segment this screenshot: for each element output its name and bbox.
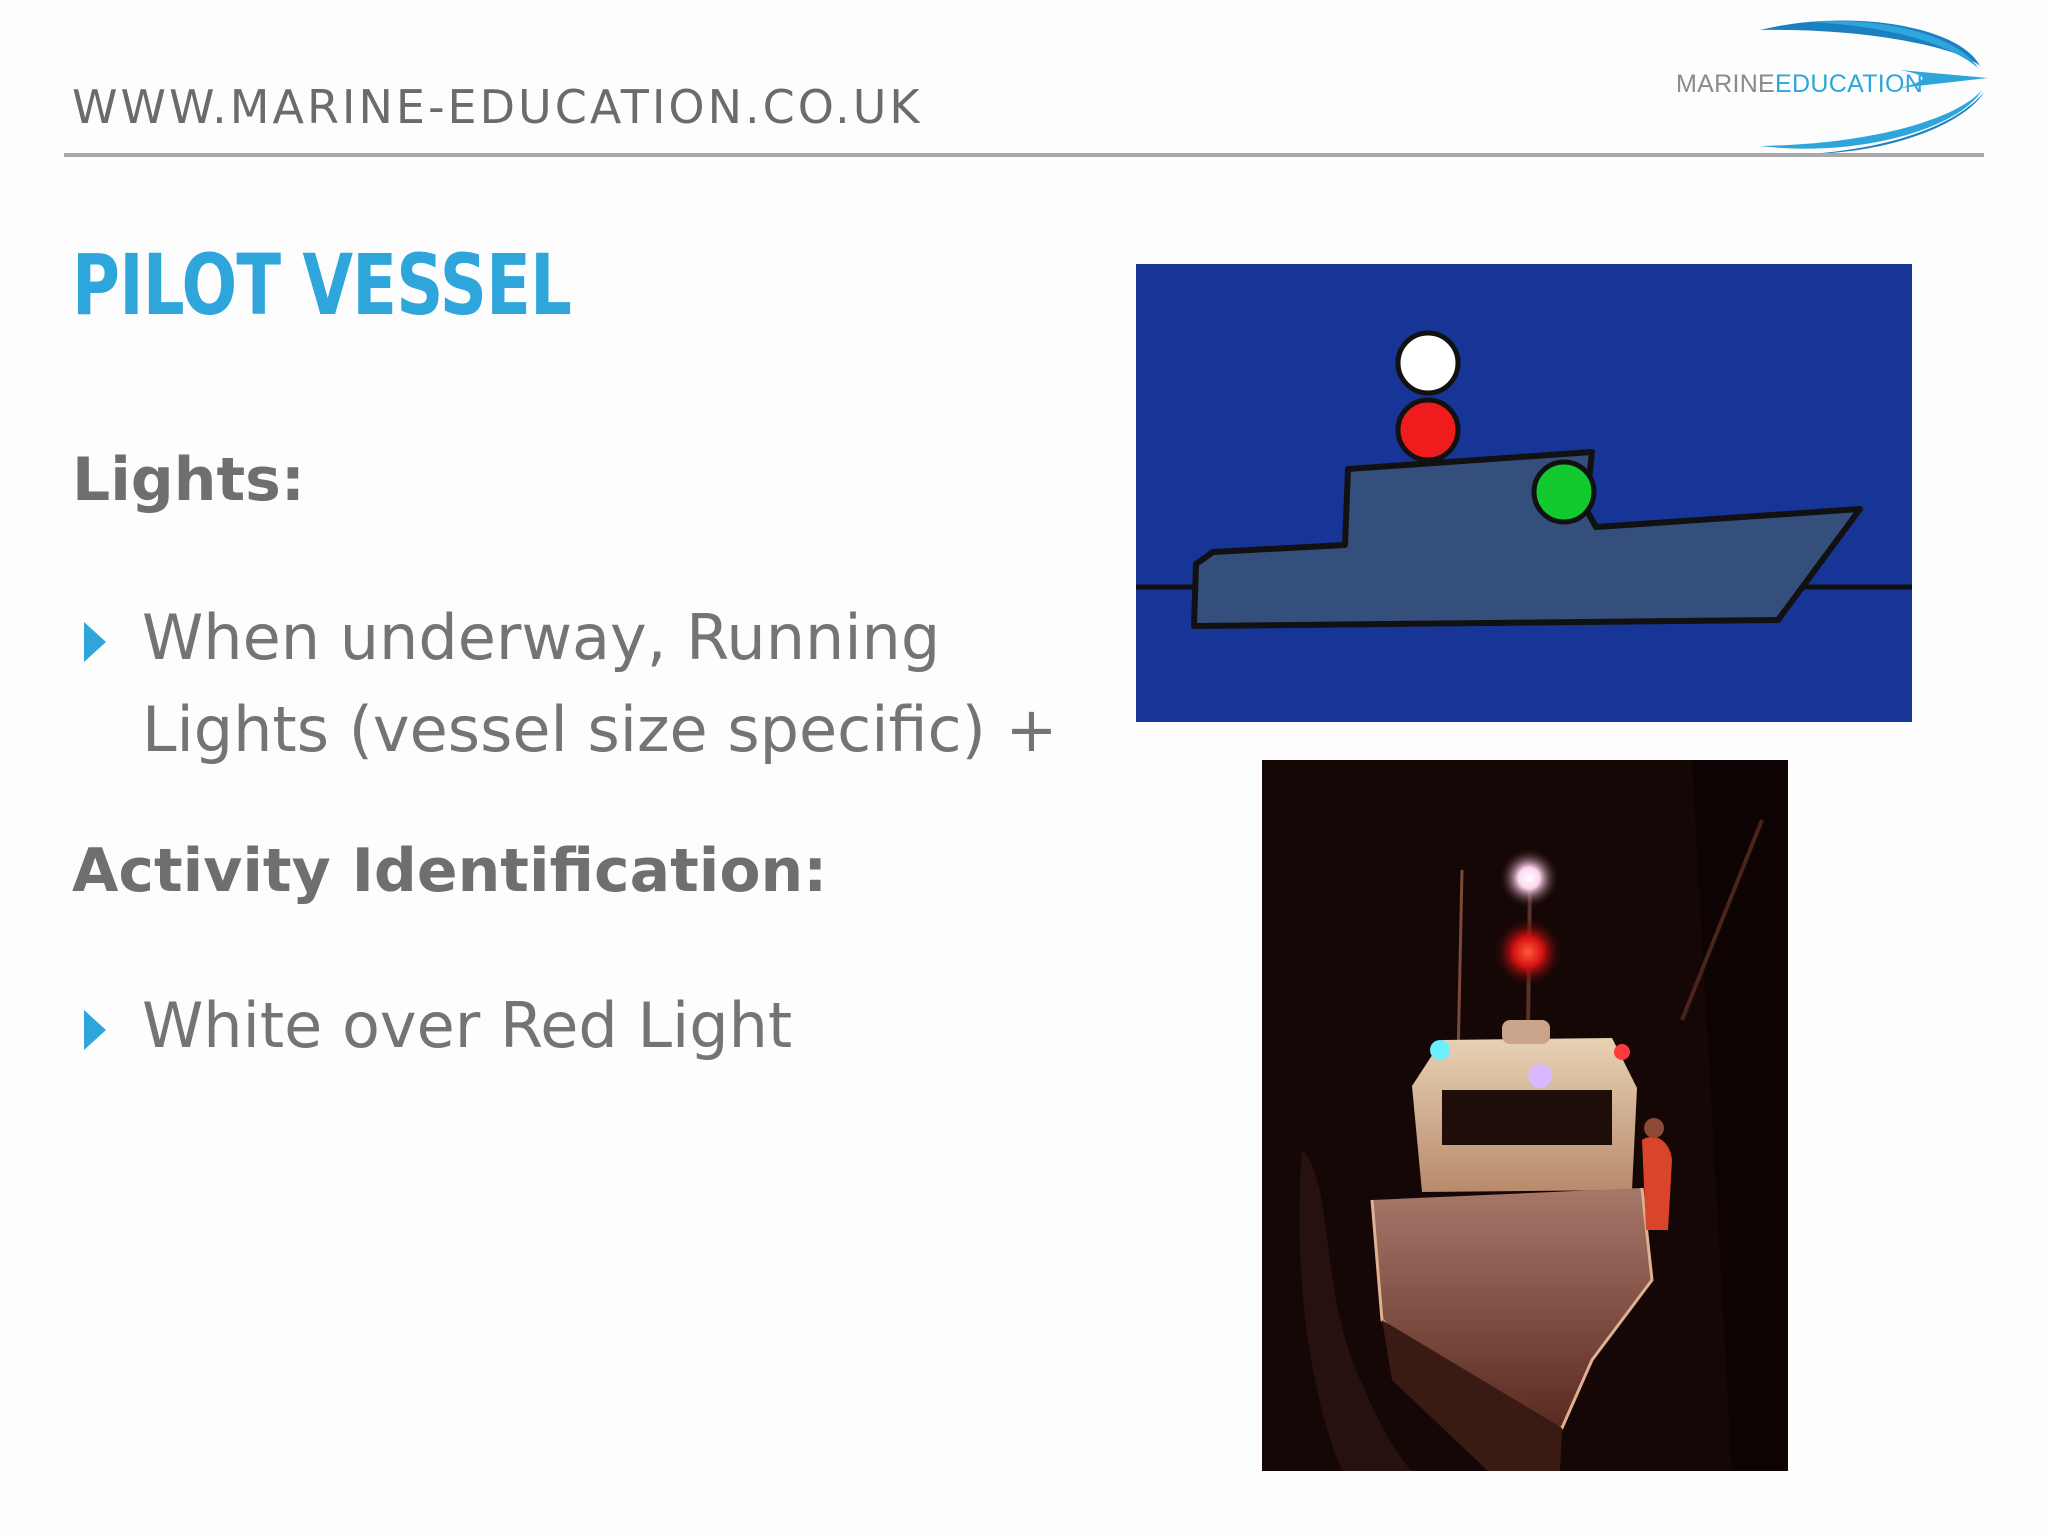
pilot-vessel-diagram	[1136, 264, 1912, 722]
slide-title: PILOT VESSEL	[72, 236, 572, 334]
marine-education-logo	[1660, 8, 1990, 158]
lights-heading: Lights:	[72, 445, 305, 515]
bullet-triangle-icon	[84, 1010, 106, 1050]
header-divider	[64, 153, 1984, 157]
pilot-vessel-night-photo	[1262, 760, 1788, 1471]
logo-marine-text: MARINE	[1676, 70, 1776, 98]
crew-member	[1642, 1137, 1672, 1230]
site-url: WWW.MARINE-EDUCATION.CO.UK	[72, 80, 923, 134]
lights-bullet-text: When underway, Running Lights (vessel size specific) +	[142, 601, 1058, 766]
bullet-triangle-icon	[84, 622, 106, 662]
vessel-hull	[1194, 452, 1860, 626]
activity-bullet-text: White over Red Light	[142, 989, 793, 1062]
logo-education-text: EDUCATION	[1775, 70, 1924, 98]
masthead-white-light	[1499, 848, 1559, 908]
red-light	[1398, 400, 1458, 460]
green-light	[1534, 462, 1594, 522]
masthead-red-light	[1494, 918, 1562, 986]
white-light	[1398, 333, 1458, 393]
logo-wordmark	[1676, 70, 1923, 99]
activity-heading: Activity Identification:	[72, 836, 828, 906]
